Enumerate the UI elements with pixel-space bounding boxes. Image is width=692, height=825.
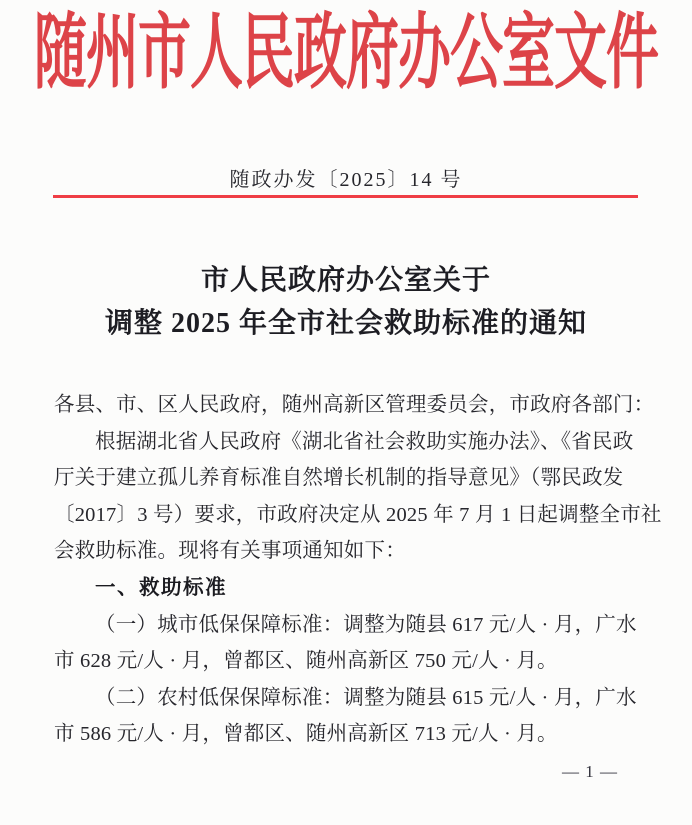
clause-urban-line: 市 628 元/人 · 月，曾都区、随州高新区 750 元/人 · 月。: [54, 650, 558, 673]
document-title-line1: 市人民政府办公室关于: [200, 265, 491, 296]
clause-rural-line: （二）农村低保保障标准：调整为随县 615 元/人 · 月，广水: [95, 686, 637, 709]
paragraph-line: 根据湖北省人民政府《湖北省社会救助实施办法》、《省民政: [95, 430, 634, 453]
paragraph-line: 会救助标准。现将有关事项通知如下：: [54, 540, 406, 563]
document-body: [54, 387, 662, 753]
document-title-line2: 调整 2025 年全市社会救助标准的通知: [104, 308, 587, 339]
paragraph-line: 厅关于建立孤儿养育标准自然增长机制的指导意见》（鄂民政发: [54, 467, 624, 490]
clause-rural-line: 市 586 元/人 · 月，曾都区、随州高新区 713 元/人 · 月。: [54, 723, 558, 746]
salutation-line: 各县、市、区人民政府，随州高新区管理委员会，市政府各部门：: [54, 394, 655, 416]
clause-urban-line: （一）城市低保保障标准：调整为随县 617 元/人 · 月，广水: [95, 613, 637, 636]
red-divider-line: [53, 195, 638, 198]
page-number: — 1 —: [562, 762, 618, 781]
header-org-title: 随州市人民政府办公室文件: [34, 9, 658, 100]
document-header: [0, 9, 692, 100]
paragraph-line: 〔2017〕3 号）要求，市政府决定从 2025 年 7 月 1 日起调整全市社: [54, 503, 662, 526]
document-number: 随政办发〔2025〕14 号: [229, 169, 463, 191]
section-heading: 一、救助标准: [95, 575, 227, 599]
document-title: [0, 259, 692, 345]
